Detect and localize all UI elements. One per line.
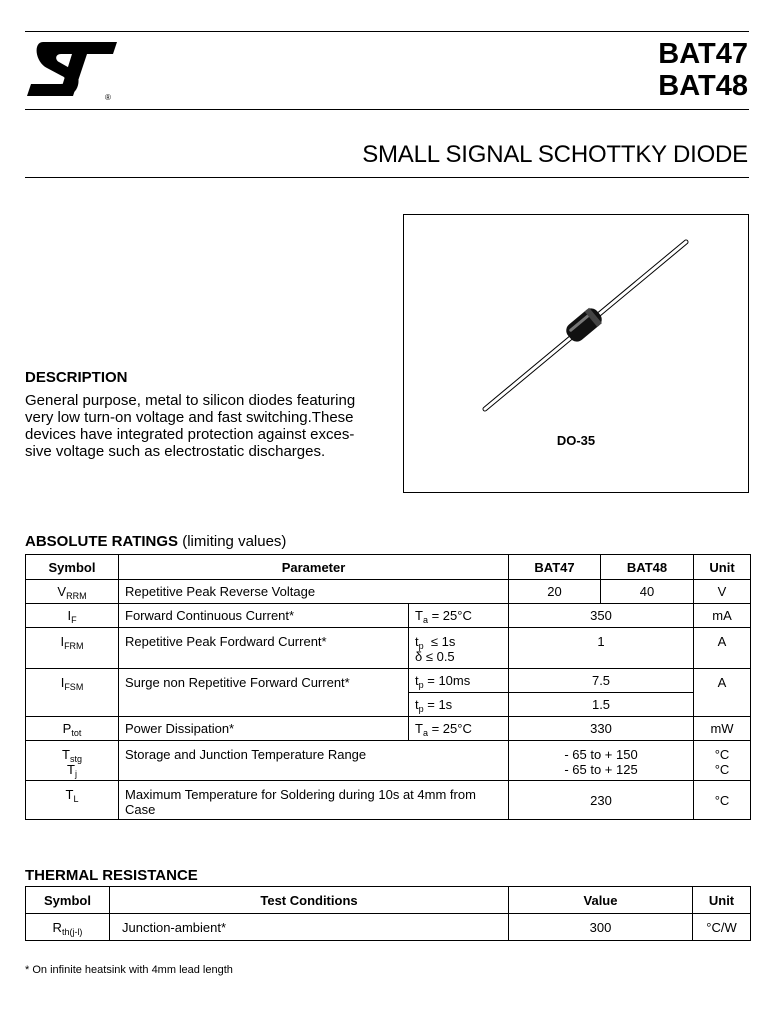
thermal-resistance-table [25, 886, 751, 941]
description-line: devices have integrated protection against exces- [25, 426, 355, 443]
table-row: $I_{FRM}$ Repetitive Peak Fordward Current* $t_p \le 1s$ δ ≤ 0.5 1 A [26, 628, 751, 669]
do35-diode-icon [404, 215, 748, 492]
description-heading: DESCRIPTION [25, 369, 128, 386]
thermal-resistance-heading: THERMAL RESISTANCE [25, 867, 198, 884]
table-row: $V_{RRM}$ Repetitive Peak Reverse Voltage 20 40 V [26, 580, 751, 604]
package-image-box [403, 214, 749, 493]
absolute-ratings-heading: ABSOLUTE RATINGS (limiting values) [25, 533, 287, 550]
col-bat47: BAT47 [509, 555, 601, 580]
page-title: SMALL SIGNAL SCHOTTKY DIODE [362, 141, 748, 168]
table-row: $t_p = 1s$ 1.5 [26, 693, 751, 717]
absolute-ratings-table [25, 554, 751, 820]
header-rule [25, 109, 749, 110]
table-row: $I_F$ Forward Continuous Current* $T_a = 25^\circ C$ 350 mA [26, 604, 751, 628]
st-logo-icon [25, 40, 117, 102]
col-symbol: Symbol [26, 887, 110, 914]
description-line: General purpose, metal to silicon diodes featuring [25, 392, 356, 409]
footnote: * On infinite heatsink with 4mm lead length [25, 964, 233, 976]
description-text [25, 392, 375, 460]
col-bat48: BAT48 [601, 555, 694, 580]
col-conditions: Test Conditions [110, 887, 509, 914]
title-rule [25, 177, 749, 178]
svg-text:®: ® [105, 93, 111, 102]
col-unit: Unit [693, 887, 751, 914]
col-value: Value [509, 887, 693, 914]
table-header-row [26, 887, 751, 914]
part-number-1: BAT47 [658, 38, 748, 70]
package-label: DO-35 [556, 433, 596, 448]
table-row: $R_{th(j-l)}$ Junction-ambient* 300 °C/W [26, 914, 751, 941]
table-row: $I_{FSM}$ Surge non Repetitive Forward Current* $t_p = 10ms$ 7.5 A [26, 669, 751, 693]
table-row: $P_{tot}$ Power Dissipation* $T_a = 25^\circ C$ 330 mW [26, 717, 751, 741]
table-header-row [26, 555, 751, 580]
description-line: sive voltage such as electrostatic discharges. [25, 443, 326, 460]
table-row: $T_{stg}$ $T_j$ Storage and Junction Temperature Range - 65 to + 150 - 65 to + 125 °C °C [26, 741, 751, 781]
col-symbol: Symbol [26, 555, 119, 580]
top-rule [25, 31, 749, 32]
col-unit: Unit [694, 555, 751, 580]
col-parameter: Parameter [119, 555, 509, 580]
description-line: very low turn-on voltage and fast switching.These [25, 409, 354, 426]
part-number-2: BAT48 [658, 70, 748, 102]
table-row: $T_L$ Maximum Temperature for Soldering during 10s at 4mm from Case 230 °C [26, 781, 751, 820]
